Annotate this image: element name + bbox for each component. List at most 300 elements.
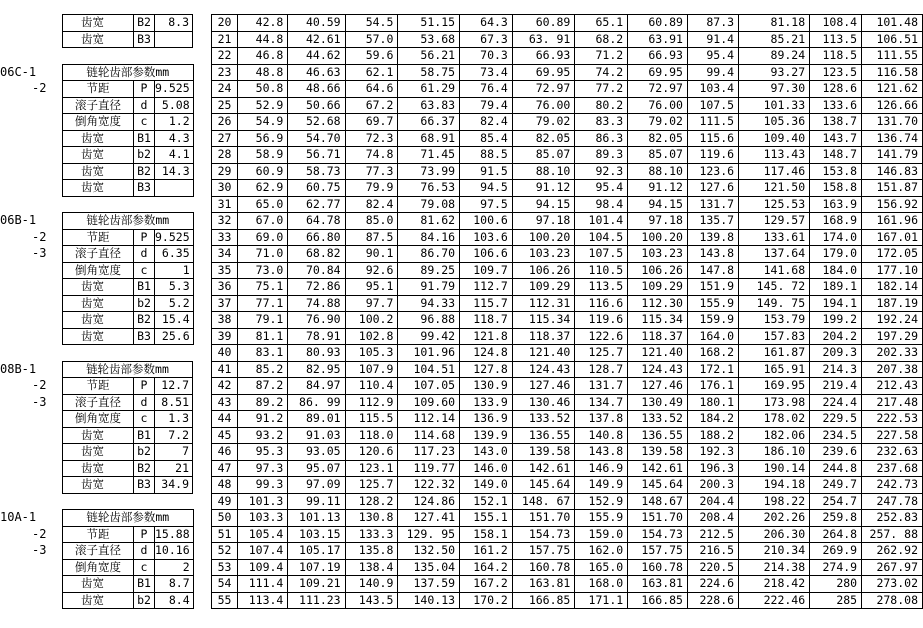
parameter-value: 8.7 [155, 576, 194, 593]
tooth-count-cell: 38 [212, 312, 238, 329]
dimension-cell: 71.45 [398, 147, 460, 164]
dimension-cell: 97.3 [238, 460, 288, 477]
table-row [212, 31, 923, 48]
parameter-row [63, 97, 194, 114]
tooth-count-cell: 23 [212, 64, 238, 81]
parameter-value: 21 [155, 460, 193, 477]
dimension-cell: 101.96 [398, 345, 460, 362]
dimension-cell: 89.24 [739, 48, 810, 65]
dimension-cell: 81.18 [739, 15, 810, 32]
dimension-cell: 58.75 [398, 64, 460, 81]
dimension-cell: 157.83 [739, 328, 810, 345]
dimension-cell: 86. 99 [288, 394, 345, 411]
dimension-cell: 137.64 [739, 246, 810, 263]
dimension-cell: 96.88 [398, 312, 460, 329]
dimension-cell: 112.14 [398, 411, 460, 428]
dimension-cell: 161.96 [862, 213, 923, 230]
parameter-value: 15.4 [155, 312, 194, 329]
dimension-cell: 100.6 [460, 213, 513, 230]
tooth-count-cell: 49 [212, 493, 238, 510]
dimension-cell: 119.6 [575, 312, 628, 329]
dimension-cell: 148. 67 [512, 493, 575, 510]
tooth-count-cell: 33 [212, 229, 238, 246]
dimension-cell: 71.2 [575, 48, 628, 65]
dimension-cell: 44.8 [238, 31, 288, 48]
dimension-cell: 151.70 [512, 510, 575, 527]
dimension-cell: 88.10 [628, 163, 688, 180]
dimension-cell: 172.1 [687, 361, 738, 378]
dimension-cell: 111.4 [238, 576, 288, 593]
dimension-cell: 84.97 [288, 378, 345, 395]
parameter-symbol: B2 [134, 460, 155, 477]
dimension-cell: 104.51 [398, 361, 460, 378]
dimension-cell: 93.2 [238, 427, 288, 444]
dimension-cell: 54.70 [288, 130, 345, 147]
dimension-cell: 126.66 [862, 97, 923, 114]
dimension-cell: 237.68 [862, 460, 923, 477]
dimension-cell: 136.55 [512, 427, 575, 444]
chain-model-label: -2 [32, 229, 47, 244]
sprocket-dimension-table [211, 14, 923, 609]
parameter-name: 齿宽 [63, 444, 134, 461]
dimension-cell: 217.48 [862, 394, 923, 411]
dimension-cell: 244.8 [810, 460, 862, 477]
dimension-cell: 103.6 [460, 229, 513, 246]
dimension-cell: 131.7 [575, 378, 628, 395]
tooth-count-cell: 35 [212, 262, 238, 279]
dimension-cell: 56.21 [398, 48, 460, 65]
dimension-cell: 74.8 [345, 147, 398, 164]
dimension-cell: 165.0 [575, 559, 628, 576]
dimension-cell: 127.8 [460, 361, 513, 378]
table-row [212, 312, 923, 329]
parameter-symbol: d [134, 97, 155, 114]
parameter-row [63, 427, 193, 444]
table-row [212, 394, 923, 411]
dimension-cell: 148.7 [810, 147, 862, 164]
parameter-name: 齿宽 [63, 328, 134, 345]
table-row [212, 213, 923, 230]
dimension-cell: 210.34 [739, 543, 810, 560]
dimension-cell: 82.95 [288, 361, 345, 378]
dimension-cell: 220.5 [687, 559, 738, 576]
parameter-symbol: c [134, 411, 155, 428]
dimension-cell: 48.8 [238, 64, 288, 81]
table-row [212, 543, 923, 560]
parameter-value: 7.2 [155, 427, 193, 444]
dimension-cell: 155.9 [575, 510, 628, 527]
parameter-value: 7 [155, 444, 193, 461]
dimension-cell: 187.19 [862, 295, 923, 312]
dimension-cell: 234.5 [810, 427, 862, 444]
dimension-cell: 127.6 [687, 180, 738, 197]
table-row [212, 64, 923, 81]
dimension-cell: 105.36 [739, 114, 810, 131]
dimension-cell: 76.53 [398, 180, 460, 197]
parameter-name: 滚子直径 [63, 394, 134, 411]
dimension-cell: 141.79 [862, 147, 923, 164]
tooth-count-cell: 32 [212, 213, 238, 230]
dimension-cell: 198.22 [739, 493, 810, 510]
dimension-cell: 114.68 [398, 427, 460, 444]
dimension-cell: 85.2 [238, 361, 288, 378]
dimension-cell: 99.3 [238, 477, 288, 494]
dimension-cell: 78.91 [288, 328, 345, 345]
dimension-cell: 99.4 [687, 64, 738, 81]
dimension-cell: 107.9 [345, 361, 398, 378]
dimension-cell: 64.6 [345, 81, 398, 98]
dimension-cell: 154.73 [512, 526, 575, 543]
dimension-cell: 133.3 [345, 526, 398, 543]
tooth-count-cell: 37 [212, 295, 238, 312]
dimension-cell: 168.9 [810, 213, 862, 230]
parameter-row [63, 147, 194, 164]
dimension-cell: 123.5 [810, 64, 862, 81]
dimension-cell: 105.17 [288, 543, 345, 560]
dimension-cell: 94.5 [460, 180, 513, 197]
dimension-cell: 77.3 [345, 163, 398, 180]
dimension-cell: 64.3 [460, 15, 513, 32]
dimension-cell: 207.38 [862, 361, 923, 378]
tooth-count-cell: 27 [212, 130, 238, 147]
dimension-cell: 224.6 [687, 576, 738, 593]
tooth-count-cell: 50 [212, 510, 238, 527]
dimension-cell: 63.91 [628, 31, 688, 48]
table-row [212, 246, 923, 263]
dimension-cell: 73.99 [398, 163, 460, 180]
table-row [212, 345, 923, 362]
dimension-cell: 208.4 [687, 510, 738, 527]
dimension-cell: 52.9 [238, 97, 288, 114]
table-row [212, 559, 923, 576]
parameter-header-row [63, 510, 194, 527]
dimension-cell: 51.15 [398, 15, 460, 32]
tooth-count-cell: 34 [212, 246, 238, 263]
dimension-cell: 149.0 [460, 477, 513, 494]
dimension-cell: 163.81 [628, 576, 688, 593]
dimension-cell: 133.61 [739, 229, 810, 246]
tooth-count-cell: 20 [212, 15, 238, 32]
parameter-row [63, 279, 194, 296]
dimension-cell: 115.34 [512, 312, 575, 329]
dimension-cell: 149. 75 [739, 295, 810, 312]
dimension-cell: 161.2 [460, 543, 513, 560]
dimension-cell: 48.66 [288, 81, 345, 98]
dimension-cell: 162.0 [575, 543, 628, 560]
dimension-cell: 214.38 [739, 559, 810, 576]
parameter-name: 滚子直径 [63, 246, 134, 263]
parameter-name: 倒角宽度 [63, 262, 134, 279]
dimension-cell: 137.59 [398, 576, 460, 593]
dimension-cell: 56.9 [238, 130, 288, 147]
tooth-count-cell: 28 [212, 147, 238, 164]
dimension-cell: 125.53 [739, 196, 810, 213]
dimension-cell: 97.7 [345, 295, 398, 312]
dimension-cell: 109.4 [238, 559, 288, 576]
dimension-cell: 136.74 [862, 130, 923, 147]
dimension-cell: 83.1 [238, 345, 288, 362]
dimension-cell: 161.87 [739, 345, 810, 362]
parameter-name: 节距 [63, 229, 134, 246]
dimension-cell: 192.3 [687, 444, 738, 461]
parameter-name: 齿宽 [63, 312, 134, 329]
dimension-cell: 79.02 [512, 114, 575, 131]
parameter-row [63, 477, 193, 494]
dimension-cell: 156.92 [862, 196, 923, 213]
dimension-cell: 188.2 [687, 427, 738, 444]
dimension-cell: 52.68 [288, 114, 345, 131]
dimension-cell: 136.9 [460, 411, 513, 428]
parameter-value [155, 180, 194, 197]
dimension-cell: 197.29 [862, 328, 923, 345]
dimension-cell: 142.61 [512, 460, 575, 477]
dimension-cell: 127.46 [628, 378, 688, 395]
dimension-cell: 115.7 [460, 295, 513, 312]
dimension-cell: 40.59 [288, 15, 345, 32]
dimension-cell: 91.2 [238, 411, 288, 428]
dimension-cell: 124.86 [398, 493, 460, 510]
dimension-cell: 121.62 [862, 81, 923, 98]
dimension-cell: 143.8 [575, 444, 628, 461]
parameter-symbol: c [134, 559, 155, 576]
dimension-cell: 69.95 [512, 64, 575, 81]
dimension-cell: 95.4 [687, 48, 738, 65]
dimension-cell: 172.05 [862, 246, 923, 263]
parameter-row [63, 559, 194, 576]
table-row [212, 460, 923, 477]
dimension-cell: 164.2 [460, 559, 513, 576]
parameter-value: 8.51 [155, 394, 193, 411]
dimension-cell: 50.8 [238, 81, 288, 98]
parameter-value: 15.88 [155, 526, 194, 543]
dimension-cell: 50.66 [288, 97, 345, 114]
dimension-cell: 57.0 [345, 31, 398, 48]
dimension-cell: 95.4 [575, 180, 628, 197]
dimension-cell: 119.6 [687, 147, 738, 164]
tooth-count-cell: 31 [212, 196, 238, 213]
tooth-count-cell: 44 [212, 411, 238, 428]
table-row [212, 328, 923, 345]
dimension-cell: 252.83 [862, 510, 923, 527]
parameter-symbol: B2 [134, 163, 155, 180]
dimension-cell: 153.8 [810, 163, 862, 180]
parameter-row [63, 81, 194, 98]
dimension-cell: 73.4 [460, 64, 513, 81]
dimension-cell: 214.3 [810, 361, 862, 378]
parameter-name: 齿宽 [63, 163, 134, 180]
dimension-cell: 67.2 [345, 97, 398, 114]
dimension-cell: 274.9 [810, 559, 862, 576]
dimension-cell: 97.30 [739, 81, 810, 98]
dimension-cell: 54.9 [238, 114, 288, 131]
parameter-name: 滚子直径 [63, 97, 134, 114]
dimension-cell: 257. 88 [862, 526, 923, 543]
dimension-cell: 151.9 [687, 279, 738, 296]
dimension-cell: 61.29 [398, 81, 460, 98]
dimension-cell: 89.3 [575, 147, 628, 164]
dimension-cell: 115.6 [687, 130, 738, 147]
dimension-cell: 146.0 [460, 460, 513, 477]
dimension-cell: 92.6 [345, 262, 398, 279]
dimension-cell: 109.21 [288, 576, 345, 593]
parameter-symbol: P [134, 229, 155, 246]
dimension-cell: 106.51 [862, 31, 923, 48]
dimension-cell: 134.7 [575, 394, 628, 411]
dimension-cell: 92.3 [575, 163, 628, 180]
dimension-cell: 168.0 [575, 576, 628, 593]
dimension-cell: 242.73 [862, 477, 923, 494]
parameter-block [62, 212, 194, 345]
dimension-cell: 101.3 [238, 493, 288, 510]
dimension-cell: 89.2 [238, 394, 288, 411]
dimension-cell: 44.62 [288, 48, 345, 65]
dimension-cell: 82.4 [345, 196, 398, 213]
dimension-cell: 100.20 [628, 229, 688, 246]
dimension-cell: 148.67 [628, 493, 688, 510]
dimension-cell: 135.04 [398, 559, 460, 576]
dimension-cell: 103.23 [512, 246, 575, 263]
dimension-cell: 182.14 [862, 279, 923, 296]
parameter-value: 2 [155, 559, 194, 576]
dimension-cell: 103.4 [687, 81, 738, 98]
dimension-cell: 112.7 [460, 279, 513, 296]
dimension-cell: 155.9 [687, 295, 738, 312]
tooth-count-cell: 52 [212, 543, 238, 560]
dimension-cell: 124.43 [512, 361, 575, 378]
dimension-cell: 133.6 [810, 97, 862, 114]
table-row [212, 196, 923, 213]
dimension-cell: 99.42 [398, 328, 460, 345]
dimension-cell: 202.26 [739, 510, 810, 527]
chain-model-label: -3 [32, 246, 47, 260]
dimension-cell: 106.26 [628, 262, 688, 279]
dimension-cell: 209.3 [810, 345, 862, 362]
parameter-row [63, 180, 194, 197]
dimension-cell: 143.8 [687, 246, 738, 263]
tooth-count-cell: 39 [212, 328, 238, 345]
parameter-value: 8.4 [155, 592, 194, 609]
dimension-cell: 180.1 [687, 394, 738, 411]
dimension-cell: 184.2 [687, 411, 738, 428]
parameter-name: 齿宽 [63, 180, 134, 197]
parameter-symbol: b2 [134, 295, 155, 312]
dimension-cell: 74.88 [288, 295, 345, 312]
dimension-cell: 67.0 [238, 213, 288, 230]
dimension-cell: 66.37 [398, 114, 460, 131]
dimension-cell: 138.7 [810, 114, 862, 131]
dimension-cell: 122.6 [575, 328, 628, 345]
parameter-header: 链轮齿部参数mm [63, 361, 193, 378]
chain-model-label: -2 [32, 526, 47, 541]
dimension-cell: 122.32 [398, 477, 460, 494]
parameter-symbol: B3 [134, 180, 155, 197]
parameter-name: 齿宽 [63, 460, 134, 477]
dimension-cell: 166.85 [628, 592, 688, 609]
dimension-cell: 159.0 [575, 526, 628, 543]
parameter-name: 齿宽 [63, 477, 134, 494]
tooth-count-cell: 54 [212, 576, 238, 593]
dimension-cell: 58.73 [288, 163, 345, 180]
parameter-symbol: B1 [134, 576, 155, 593]
dimension-cell: 285 [810, 592, 862, 609]
dimension-cell: 182.06 [739, 427, 810, 444]
table-row [212, 295, 923, 312]
parameter-name: 齿宽 [63, 130, 134, 147]
dimension-cell: 97.18 [512, 213, 575, 230]
dimension-cell: 204.4 [687, 493, 738, 510]
dimension-cell: 200.3 [687, 477, 738, 494]
dimension-cell: 133.52 [512, 411, 575, 428]
dimension-cell: 68.2 [575, 31, 628, 48]
dimension-cell: 141.68 [739, 262, 810, 279]
table-row [212, 411, 923, 428]
parameter-block [62, 14, 193, 48]
dimension-cell: 95.3 [238, 444, 288, 461]
parameter-value: 5.08 [155, 97, 194, 114]
dimension-cell: 109.29 [512, 279, 575, 296]
dimension-cell: 136.55 [628, 427, 688, 444]
table-row [212, 114, 923, 131]
dimension-cell: 86.3 [575, 130, 628, 147]
dimension-cell: 143.5 [345, 592, 398, 609]
dimension-cell: 94.15 [628, 196, 688, 213]
dimension-cell: 190.14 [739, 460, 810, 477]
parameter-row [63, 229, 194, 246]
dimension-cell: 118.0 [345, 427, 398, 444]
tooth-count-cell: 45 [212, 427, 238, 444]
tooth-count-cell: 22 [212, 48, 238, 65]
dimension-cell: 170.2 [460, 592, 513, 609]
dimension-cell: 140.8 [575, 427, 628, 444]
dimension-cell: 107.19 [288, 559, 345, 576]
dimension-cell: 152.9 [575, 493, 628, 510]
parameter-name: 齿宽 [63, 295, 134, 312]
parameter-row [63, 31, 193, 48]
dimension-cell: 121.50 [739, 180, 810, 197]
parameter-header: 链轮齿部参数mm [63, 510, 194, 527]
dimension-cell: 62.77 [288, 196, 345, 213]
dimension-cell: 85.07 [628, 147, 688, 164]
parameter-header-row [63, 213, 194, 230]
dimension-cell: 149.9 [575, 477, 628, 494]
dimension-cell: 138.4 [345, 559, 398, 576]
parameter-header: 链轮齿部参数mm [63, 213, 194, 230]
table-row [212, 378, 923, 395]
dimension-cell: 91.12 [512, 180, 575, 197]
parameter-symbol: B1 [134, 279, 155, 296]
parameter-value: 9.525 [155, 81, 194, 98]
dimension-cell: 264.8 [810, 526, 862, 543]
parameter-row [63, 394, 193, 411]
dimension-cell: 97.5 [460, 196, 513, 213]
dimension-cell: 112.9 [345, 394, 398, 411]
parameter-row [63, 526, 194, 543]
parameter-name: 齿宽 [63, 592, 134, 609]
dimension-cell: 85.07 [512, 147, 575, 164]
table-row [212, 130, 923, 147]
dimension-cell: 80.93 [288, 345, 345, 362]
parameter-value: 8.3 [155, 15, 193, 32]
dimension-cell: 157.75 [628, 543, 688, 560]
dimension-cell: 222.46 [739, 592, 810, 609]
parameter-header-row [63, 64, 194, 81]
dimension-cell: 65.0 [238, 196, 288, 213]
dimension-cell: 59.6 [345, 48, 398, 65]
dimension-cell: 105.4 [238, 526, 288, 543]
dimension-cell: 171.1 [575, 592, 628, 609]
dimension-cell: 106.6 [460, 246, 513, 263]
tooth-count-cell: 51 [212, 526, 238, 543]
